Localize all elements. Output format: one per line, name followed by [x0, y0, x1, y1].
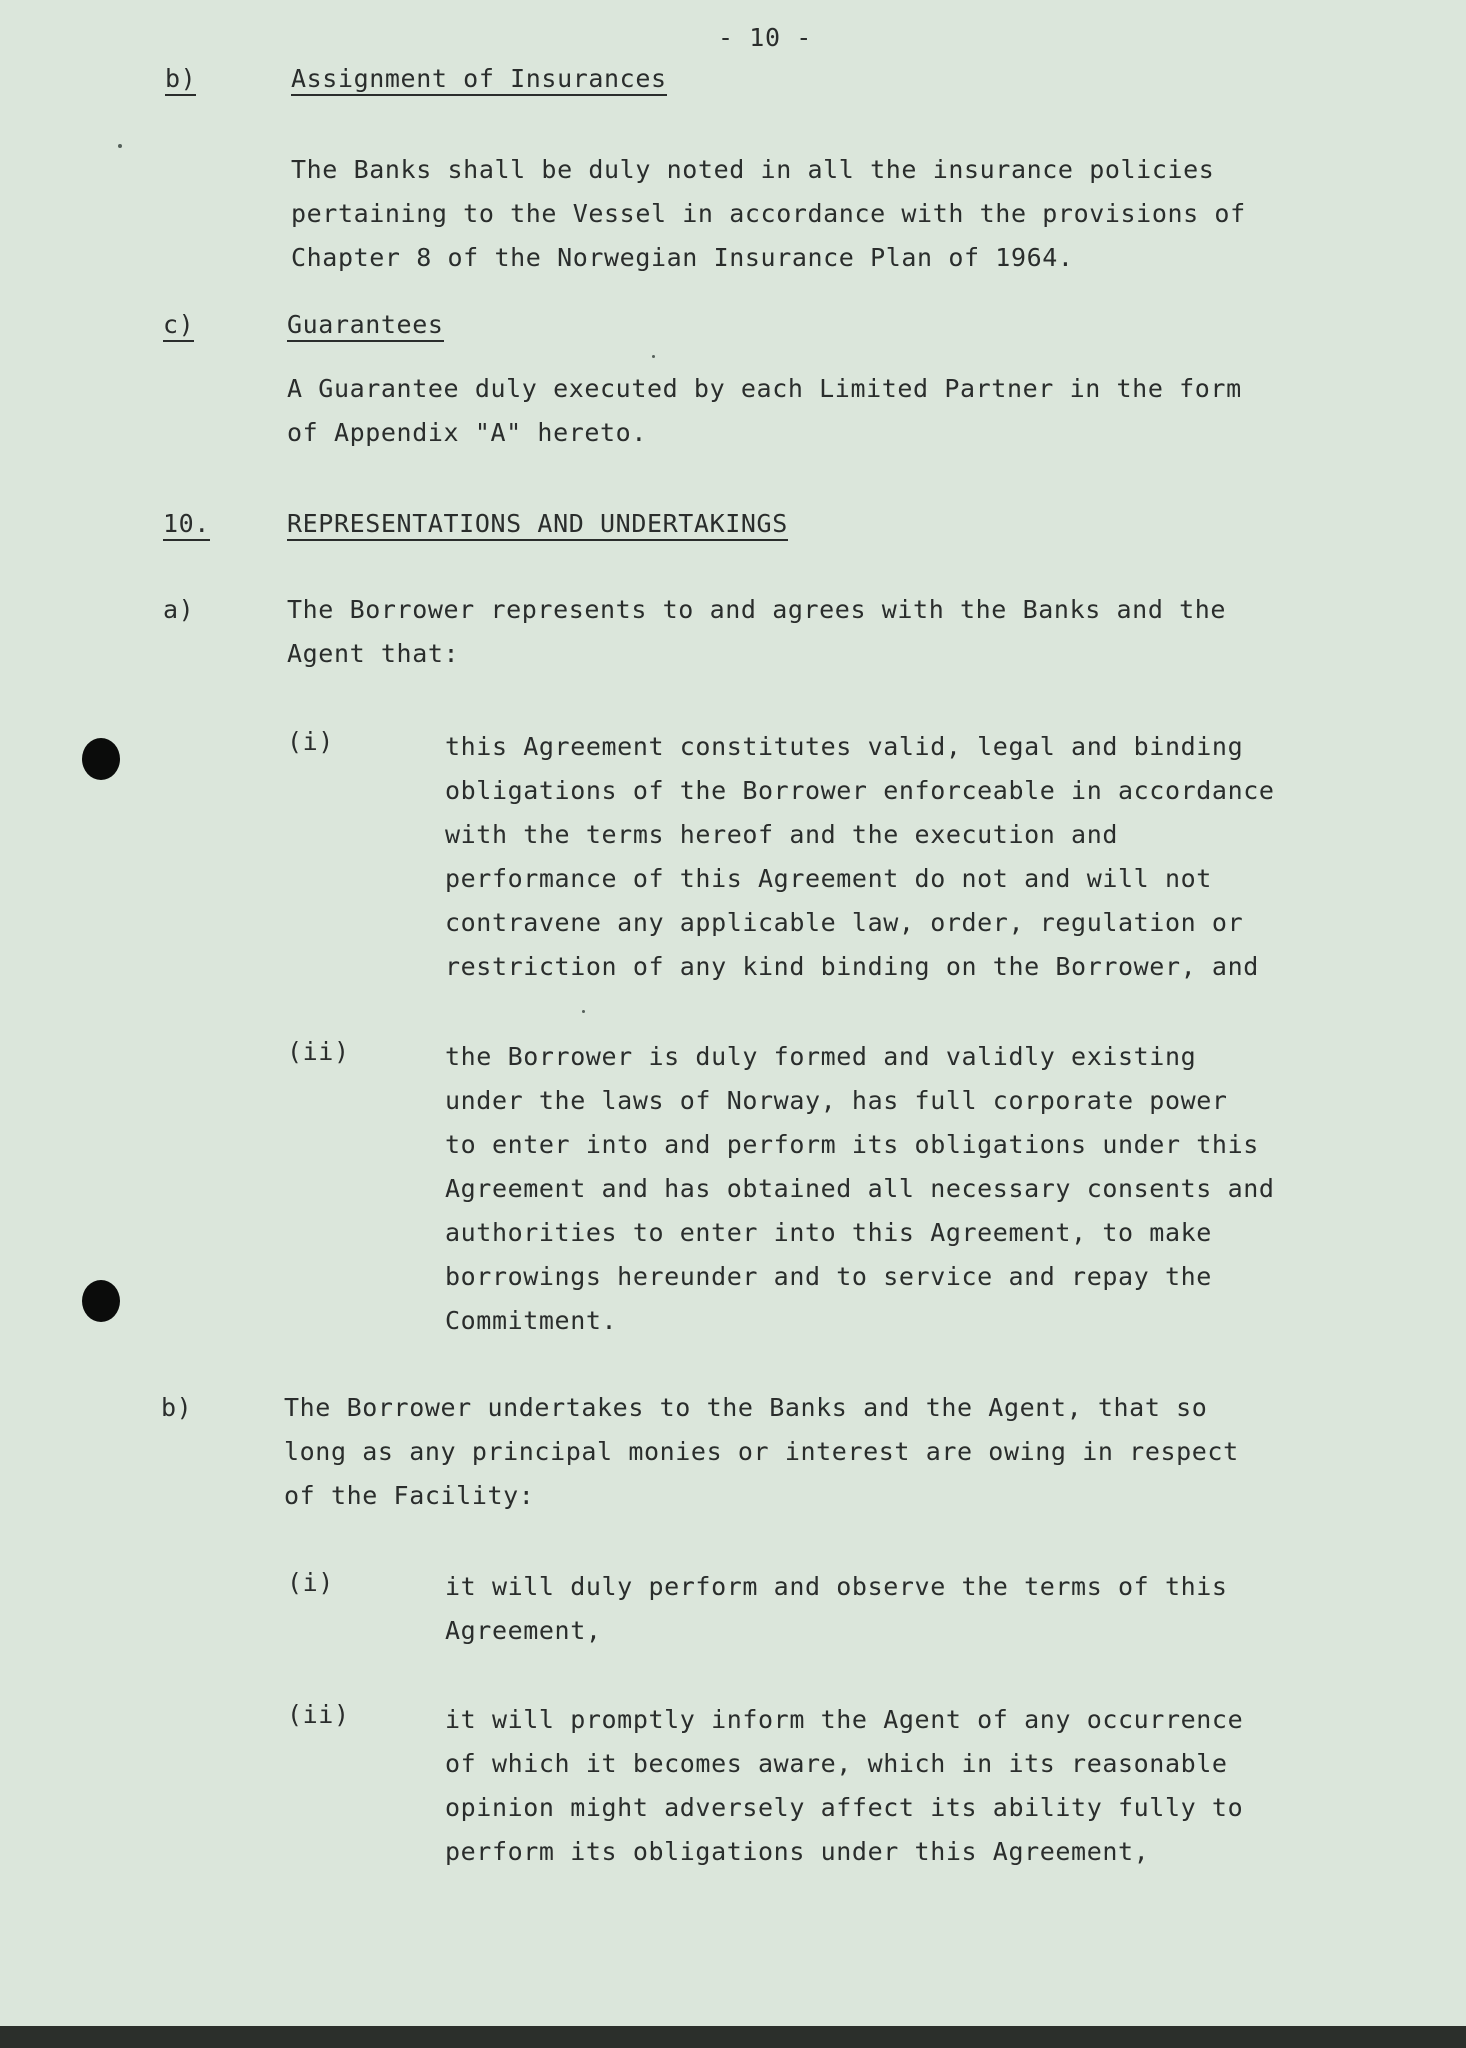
body-line: Chapter 8 of the Norwegian Insurance Plan of 1964. — [291, 243, 1074, 272]
body-line: The Borrower undertakes to the Banks and the Agent, that so — [284, 1393, 1208, 1422]
section-c-label — [163, 303, 194, 347]
body-line: The Banks shall be duly noted in all the insurance policies — [291, 155, 1215, 184]
body-line: opinion might adversely affect its ability fully to — [445, 1793, 1244, 1822]
clause-b-item-ii-body — [445, 1698, 1243, 1874]
section-b-body — [291, 148, 1246, 280]
section-b-label — [165, 57, 196, 101]
body-line: to enter into and perform its obligations under this — [445, 1130, 1259, 1159]
clause-b-item-i-label: (i) — [287, 1568, 334, 1597]
section-c-title — [287, 303, 444, 347]
paper-speck — [118, 144, 122, 148]
punch-hole-top — [82, 738, 120, 780]
section-10-title — [287, 502, 788, 546]
body-line: of which it becomes aware, which in its reasonable — [445, 1749, 1228, 1778]
body-line: with the terms hereof and the execution and — [445, 820, 1119, 849]
body-line: Agent that: — [287, 639, 460, 668]
body-line: borrowings hereunder and to service and repay the — [445, 1262, 1212, 1291]
body-line: Agreement and has obtained all necessary consents and — [445, 1174, 1275, 1203]
section-10-number — [163, 502, 210, 546]
section-b-title — [291, 57, 667, 101]
body-line: the Borrower is duly formed and validly existing — [445, 1042, 1197, 1071]
clause-a-body — [287, 588, 1226, 676]
body-line: restriction of any kind binding on the Borrower, and — [445, 952, 1259, 981]
paper-speck — [582, 1010, 585, 1013]
clause-a-item-i-body — [445, 725, 1275, 989]
section-10-title-text: REPRESENTATIONS AND UNDERTAKINGS — [287, 509, 788, 541]
body-line: this Agreement constitutes valid, legal and binding — [445, 732, 1244, 761]
body-line: The Borrower represents to and agrees with the Banks and the — [287, 595, 1227, 624]
section-b-label-text: b) — [165, 64, 196, 96]
body-line: of the Facility: — [284, 1481, 535, 1510]
clause-a-item-i-label: (i) — [287, 727, 334, 756]
clause-b-item-i-body — [445, 1565, 1228, 1653]
clause-a-item-ii-label: (ii) — [287, 1037, 350, 1066]
paper-speck — [652, 355, 655, 358]
clause-a-item-ii-body — [445, 1035, 1275, 1343]
clause-b-body — [284, 1386, 1239, 1518]
body-line: it will promptly inform the Agent of any occurrence — [445, 1705, 1244, 1734]
body-line: obligations of the Borrower enforceable in accordance — [445, 776, 1275, 805]
section-b-title-text: Assignment of Insurances — [291, 64, 667, 96]
body-line: it will duly perform and observe the terms of this — [445, 1572, 1228, 1601]
body-line: under the laws of Norway, has full corporate power — [445, 1086, 1228, 1115]
body-line: contravene any applicable law, order, regulation or — [445, 908, 1244, 937]
punch-hole-bottom — [82, 1280, 120, 1322]
scan-edge — [0, 2026, 1466, 2048]
body-line: perform its obligations under this Agreement, — [445, 1837, 1150, 1866]
section-c-title-text: Guarantees — [287, 310, 444, 342]
clause-a-label: a) — [163, 595, 195, 624]
body-line: Commitment. — [445, 1306, 618, 1335]
section-c-body — [287, 367, 1242, 455]
body-line: long as any principal monies or interest are owing in respect — [284, 1437, 1239, 1466]
body-line: authorities to enter into this Agreement, to make — [445, 1218, 1212, 1247]
section-c-label-text: c) — [163, 310, 194, 342]
clause-b-item-ii-label: (ii) — [287, 1700, 350, 1729]
body-line: Agreement, — [445, 1616, 602, 1645]
page-number: - 10 - — [718, 23, 812, 52]
clause-b-label: b) — [161, 1393, 193, 1422]
body-line: pertaining to the Vessel in accordance with the provisions of — [291, 199, 1246, 228]
section-10-number-text: 10. — [163, 509, 210, 541]
body-line: of Appendix "A" hereto. — [287, 418, 647, 447]
body-line: performance of this Agreement do not and will not — [445, 864, 1212, 893]
body-line: A Guarantee duly executed by each Limited Partner in the form — [287, 374, 1242, 403]
